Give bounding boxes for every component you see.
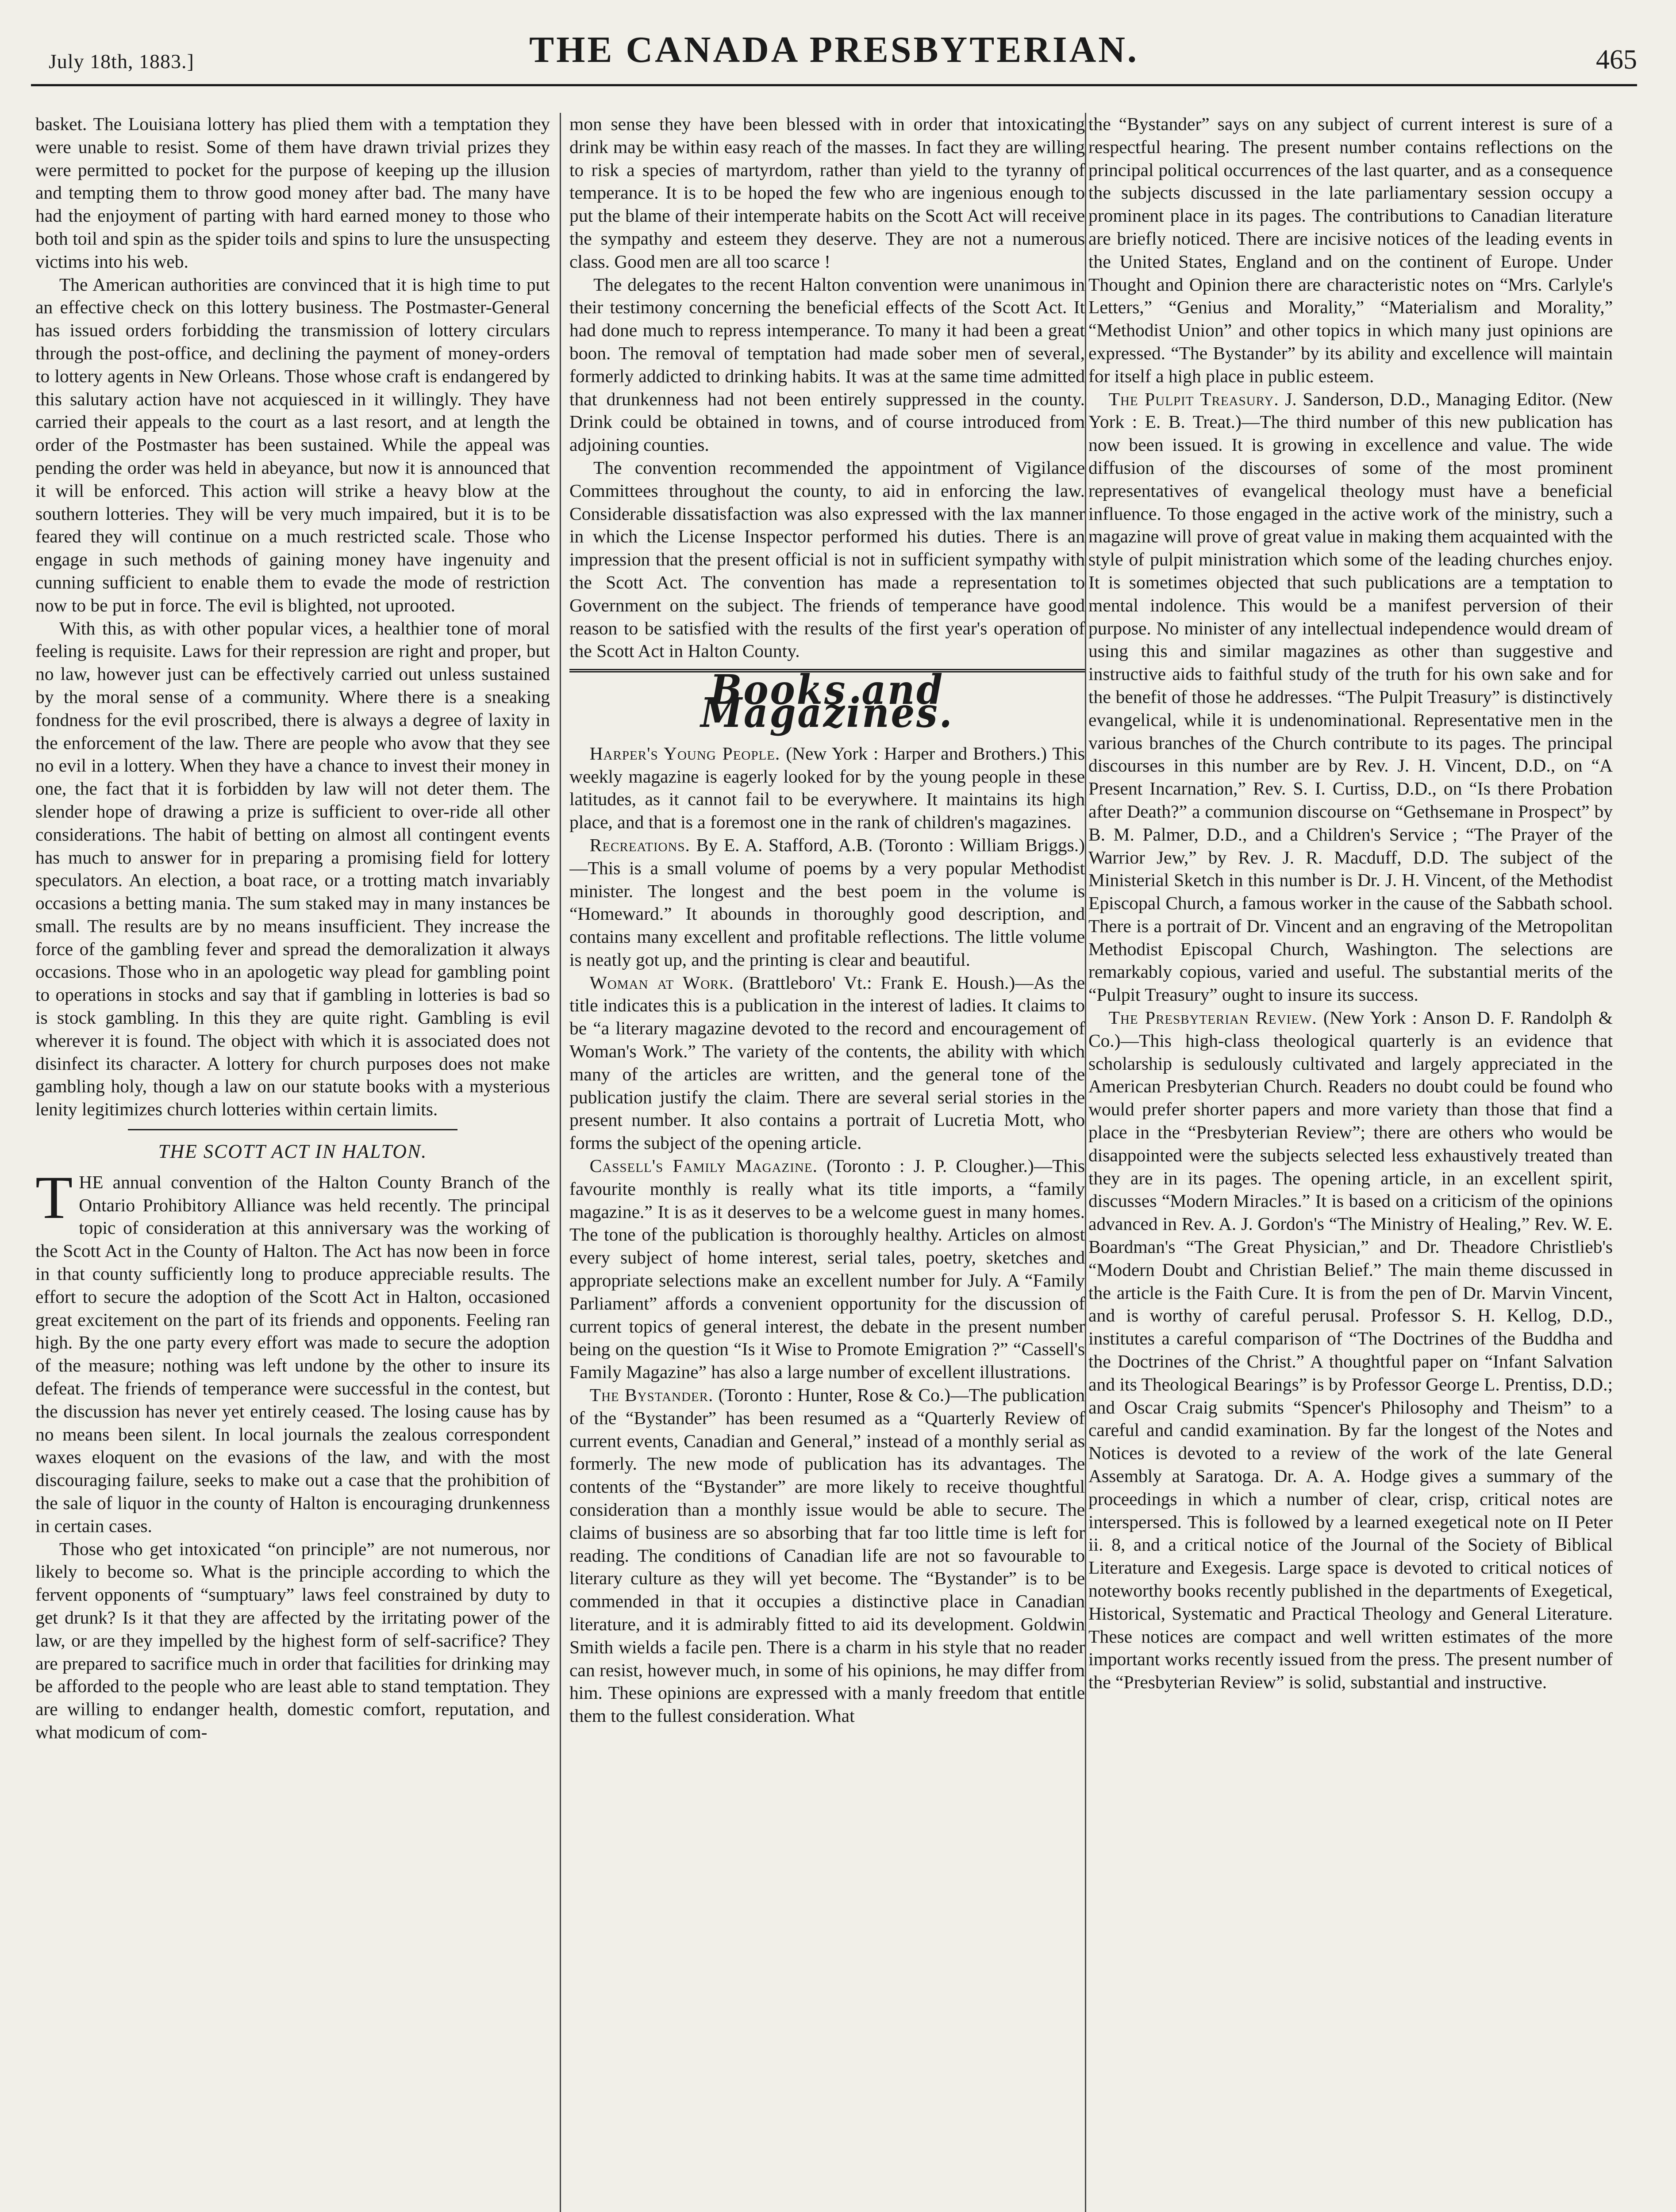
entry-body: (Brattleboro' Vt.: Frank E. Housh.)—As the title indicates this is a publication in the interest of ladies. It claims to be “a literary magazine devoted to the record and encouragement of Woman's Work.” The variety of the contents, the ability with which many of the articles are written, and the general tone of the publication justify the claim. There are several serial stories in the present number. It also contains a portrait of Lucretia Mott, who forms the subject of the opening article. xyxy=(569,972,1085,1153)
entry-body: (Toronto : Hunter, Rose & Co.)—The publication of the “Bystander” has been resumed as a “Quarterly Review of current events, Canadian and General,” instead of a monthly serial as formerly. The new mode of publication has its advantages. The contents of the “Bystander” are more likely to receive thoughtful consideration than a monthly issue would be able to secure. The claims of business are so absorbing that far too little time is left for reading. The conditions of Canadian life are not so favourable to literary culture as they will yet become. The “Bystander” is to be commended in that it occupies a distinctive place in Canadian literature, and it is admirably fitted to aid its development. Goldwin Smith wields a facile pen. There is a charm in his style that no reader can resist, however much, in some of his opinions, he may differ from him. These opinions are expressed with a manly freedom that entitle them to the fullest consideration. What xyxy=(569,1385,1085,1726)
col2-paragraph: mon sense they have been blessed with in order that intoxicating drink may be within easy reach of the masses. In fact they are willing to risk a species of martyrdom, rather than yield to the tyranny of temperance. It is to be hoped the few who are ingenious enough to put the blame of their intemperate habits on the Scott Act will receive the sympathy and esteem they deserve. They are not a numerous class. Good men are all too scarce ! xyxy=(569,114,1085,272)
review-entry xyxy=(569,742,1085,834)
header-rule xyxy=(31,84,1637,86)
entry-title: The Pulpit Treasury. xyxy=(1108,388,1279,409)
review-entry xyxy=(569,834,1085,972)
masthead-title: THE CANADA PRESBYTERIAN. xyxy=(529,29,1139,70)
entry-title: The Presbyterian Review. xyxy=(1108,1007,1317,1028)
page-number: 465 xyxy=(1596,45,1637,75)
books-and-magazines-heading xyxy=(569,666,1085,737)
review-entry xyxy=(569,1155,1085,1384)
entry-body: By E. A. Stafford, A.B. (Toronto : William Briggs.)—This is a small volume of poems by a very popular Methodist minister. The longest and the best poem in the volume is “Homeward.” It abounds in thoroughly good description, and contains many excellent and profitable reflections. The little volume is neatly got up, and the printing is clear and beautiful. xyxy=(569,834,1085,970)
entry-body: J. Sanderson, D.D., Managing Editor. (New York : E. B. Treat.)—The third number of this new publication has now been issued. It is growing in excellence and value. The wide diffusion of the discourses of some of the most prominent representatives of evangelical theology must have a beneficial influence. To those engaged in the active work of the ministry, such a magazine will prove of great value in making them acquainted with the style of pulpit ministration which some of the leading churches enjoy. It is sometimes objected that such publications are a temptation to mental indolence. This would be a manifest perversion of their purpose. No minister of any intellectual independence would dream of using this and similar magazines as other than suggestive and instructive aids to faithful study of the truth for his own sake and for the benefit of those he addresses. “The Pulpit Treasury” is distinctively evangelical, while it is undenominational. Representative men in the various branches of the Church contribute to its pages. The principal discourses in this number are by Rev. J. H. Vincent, D.D., on “A Present Incarnation,” Rev. S. I. Curtiss, D.D., on “Is there Probation after Death?” a communion discourse on “Gethsemane in Prospect” by B. M. Palmer, D.D., and a Children's Service ; “The Prayer of the Warrior Jew,” by Rev. J. R. Macduff, D.D. The subject of the Ministerial Sketch in this number is Dr. J. H. Vincent, of the Methodist Episcopal Church, a famous worker in the cause of the Sabbath school. There is a portrait of Dr. Vincent and an engraving of the Metropolitan Methodist Episcopal Church, Washington. The selections are remarkably copious, varied and useful. The substantial merits of the “Pulpit Treasury” ought to insure its success. xyxy=(1088,388,1613,1005)
column-1 xyxy=(35,113,550,2212)
review-entry xyxy=(1088,388,1613,1007)
page-header xyxy=(31,18,1637,84)
review-entry xyxy=(1088,1006,1613,1694)
col1-paragraph: basket. The Louisiana lottery has plied them with a temptation they were unable to resist. Some of them have drawn trivial prizes they were permitted to pocket for the purpose of keeping up the illusion and tempting them to throw good money after bad. The many have had the enjoyment of parting with hard earned money to those who both toil and spin as the spider toils and spins to lure the unsuspecting victims into his web. xyxy=(35,114,550,272)
col1-paragraph-text: HE annual convention of the Halton County Branch of the Ontario Prohibitory Alliance was held recently. The principal topic of consideration at this anniversary was the working of the Scott Act in the County of Halton. The Act has now been in force in that county sufficiently long to produce appreciable results. The effort to secure the adoption of the Scott Act in Halton, occasioned great excitement on the part of its friends and opponents. Feeling ran high. By the one party every effort was made to secure the adoption of the measure; nothing was left undone by the other to insure its defeat. The friends of temperance were successful in the contest, but the discussion has never yet entirely ceased. The losing cause has by no means been silent. In local journals the zealous correspondent waxes eloquent on the evasions of the law, and with the most discouraging failure, seeks to make out a case that the prohibition of the sale of liquor in the county of Halton is encouraging drunkenness in certain cases. xyxy=(35,1171,550,1536)
review-entry xyxy=(569,1384,1085,1728)
section-title-scott-act: THE SCOTT ACT IN HALTON. xyxy=(158,1141,427,1163)
col1-paragraph: The American authorities are convinced that it is high time to put an effective check on this lottery business. The Postmaster-General has issued orders forbidding the transmission of lottery circulars through the post-office, and declining the payment of money-orders to lottery agents in New Orleans. Those whose craft is endangered by this salutary action have not acquiesced in it willingly. They have carried their appeals to the court as a last resort, and at length the order of the Postmaster has been sustained. While the appeal was pending the order was held in abeyance, but now it is announced that it will be enforced. This action will strike a heavy blow at the southern lotteries. They will be very much impaired, but it is to be feared they will continue on a much restricted scale. Those who engage in such methods of gaining money have ingenuity and cunning sufficient to enable them to evade the mode of restriction now to be put in force. The evil is blighted, not uprooted. xyxy=(35,274,550,615)
entry-title: Cassell's Family Magazine. xyxy=(589,1156,818,1176)
entry-title: Recreations. xyxy=(589,834,690,855)
col1-paragraph: Those who get intoxicated “on principle” are not numerous, nor likely to become so. What is the principle according to which the fervent opponents of “sumptuary” laws feel constrained by duty to get drunk? Is it that they are affected by the irritating power of the law, or are they impelled by the highest form of self-sacrifice? They are prepared to sacrifice much in order that facilities for drinking may be afforded to the people who are least able to stand temptation. They are willing to endanger health, domestic comfort, reputation, and what modicum of com- xyxy=(35,1538,550,1742)
col1-paragraph: With this, as with other popular vices, a healthier tone of moral feeling is requisite. Laws for their repression are right and proper, but no law, however just can be effectively carried out unless sustained by the moral sense of a community. Where there is a sneaking fondness for the evil proscribed, there is always a degree of laxity in the enforcement of the law. There are people who avow that they see no evil in a lottery. When they have a chance to invest their money in one, the fact that it is forbidden by law will not deter them. The slender hope of drawing a prize is sufficient to over-ride all other considerations. The habit of betting on almost all contingent events has much to answer for in preparing a promising field for lottery speculators. An election, a boat race, or a trotting match invariably occasions a betting mania. The sum staked may in many instances be small. The results are by no means insufficient. They increase the force of the gambling fever and spread the demoralization it always occasions. Those who in an apologetic way plead for gambling point to operations in stocks and say that if gambling in lotteries is bad so is stock gambling. In this they are quite right. Gambling is evil wherever it is found. The object with which it is associated does not disinfect its character. A lottery for church purposes does not make gambling holy, though a law on our statute books with a mysterious lenity legitimizes church lotteries within certain limits. xyxy=(35,618,550,1120)
section-divider xyxy=(128,1129,457,1130)
col2-paragraph: The delegates to the recent Halton convention were unanimous in their testimony concerning the beneficial effects of the Scott Act. It had done much to repress intemperance. To many it had been a great boon. The removal of temptation had made sober men of several, formerly addicted to drinking habits. It was at the same time admitted that drunkenness had not been entirely suppressed in the county. Drink could be obtained in towns, and of course introduced from adjoining counties. xyxy=(569,274,1085,455)
col3-paragraph: the “Bystander” says on any subject of current interest is sure of a respectful hearing. The present number contains reflections on the principal political occurrences of the last quarter, and as a consequence the subjects discussed in the late parliamentary session occupy a prominent place in its pages. The contributions to Canadian literature are briefly noticed. There are incisive notices of the leading events in the United States, England and on the continent of Europe. Under Thought and Opinion there are characteristic notes on “Mrs. Carlyle's Letters,” “Genius and Morality,” “Materialism and Morality,” “Methodist Union” and other topics in which many just opinions are expressed. “The Bystander” by its ability and excellence will maintain for itself a high place in public esteem. xyxy=(1088,114,1613,386)
entry-body: (New York : Harper and Brothers.) This weekly magazine is eagerly looked for by the young people in these latitudes, as it cannot fail to be everywhere. It maintains its high place, and that is a foremost one in the rank of children's magazines. xyxy=(569,743,1085,833)
review-entry xyxy=(569,972,1085,1155)
column-divider xyxy=(1085,113,1086,2212)
col2-paragraph: The convention recommended the appointment of Vigilance Committees throughout the county, to aid in enforcing the law. Considerable dissatisfaction was also expressed with the lax manner in which the License Inspector performed his duties. There is an impression that the present official is not in sufficient sympathy with the Scott Act. The convention has made a representation to Government on the subject. The friends of temperance have good reason to be satisfied with the results of the first year's operation of the Scott Act in Halton County. xyxy=(569,457,1085,661)
col1-paragraph-dropcap xyxy=(35,1163,550,1538)
books-heading-text: Books and Magazines. xyxy=(700,666,954,737)
column-3 xyxy=(1088,113,1613,2212)
issue-date: July 18th, 1883.] xyxy=(49,50,194,73)
entry-title: Woman at Work. xyxy=(589,972,734,993)
entry-title: Harper's Young People. xyxy=(589,743,780,764)
column-2 xyxy=(569,113,1085,2212)
drop-cap: T xyxy=(35,1163,73,1231)
column-divider xyxy=(560,113,561,2212)
entry-body: (New York : Anson D. F. Randolph & Co.)—This high-class theological quarterly is an evidence that scholarship is sedulously cultivated and largely appreciated in the American Presbyterian Church. Readers no doubt could be found who would prefer shorter papers and more variety than those that find a place in the “Presbyterian Review”; there are others who would be disappointed were the subjects selected less exhaustively treated than they are in its pages. The opening article, in an excellent spirit, discusses “Modern Miracles.” It is based on a criticism of the opinions advanced in Rev. A. J. Gordon's “The Ministry of Healing,” Rev. W. E. Boardman's “The Great Physician,” and Dr. Theadore Christlieb's “Modern Doubt and Christian Belief.” The main theme discussed in the article is the Faith Cure. It is from the pen of Dr. Marvin Vincent, and is worthy of careful perusal. Professor S. H. Kellog, D.D., institutes a careful comparison of “The Doctrines of the Buddha and the Doctrines of the Christ.” A thoughtful paper on “Infant Salvation and its Theological Bearings” is by Professor George L. Prentiss, D.D.; and Oscar Craig submits “Spencer's Philosophy and Theism” to a careful and candid examination. By far the longest of the Notes and Notices is devoted to a review of the work of the late General Assembly at Saratoga. Dr. A. A. Hodge gives a summary of the proceedings in which a number of clear, crisp, critical notes are interspersed. This is followed by a learned exegetical note on II Peter ii. 8, and a critical notice of the Journal of the Society of Biblical Literature and Exegesis. Large space is devoted to critical notices of noteworthy books recently published in the departments of Exegetical, Historical, Systematic and Practical Theology and General Literature. These notices are compact and well written estimates of the more important works recently issued from the press. The present number of the “Presbyterian Review” is solid, substantial and instructive. xyxy=(1088,1007,1613,1693)
entry-body: (Toronto : J. P. Clougher.)—This favourite monthly is really what its title imports, a “family magazine.” It is as it deserves to be a welcome guest in many homes. The tone of the publication is thoroughly healthy. Articles on almost every subject of home interest, serial tales, poetry, sketches and appropriate selections make an excellent number for July. A “Family Parliament” affords a convenient opportunity for the discussion of current topics of general interest, the debate in the present number being on the question “Is it Wise to Promote Emigration ?” “Cassell's Family Magazine” has also a large number of excellent illustrations. xyxy=(569,1156,1085,1382)
entry-title: The Bystander. xyxy=(589,1385,714,1406)
